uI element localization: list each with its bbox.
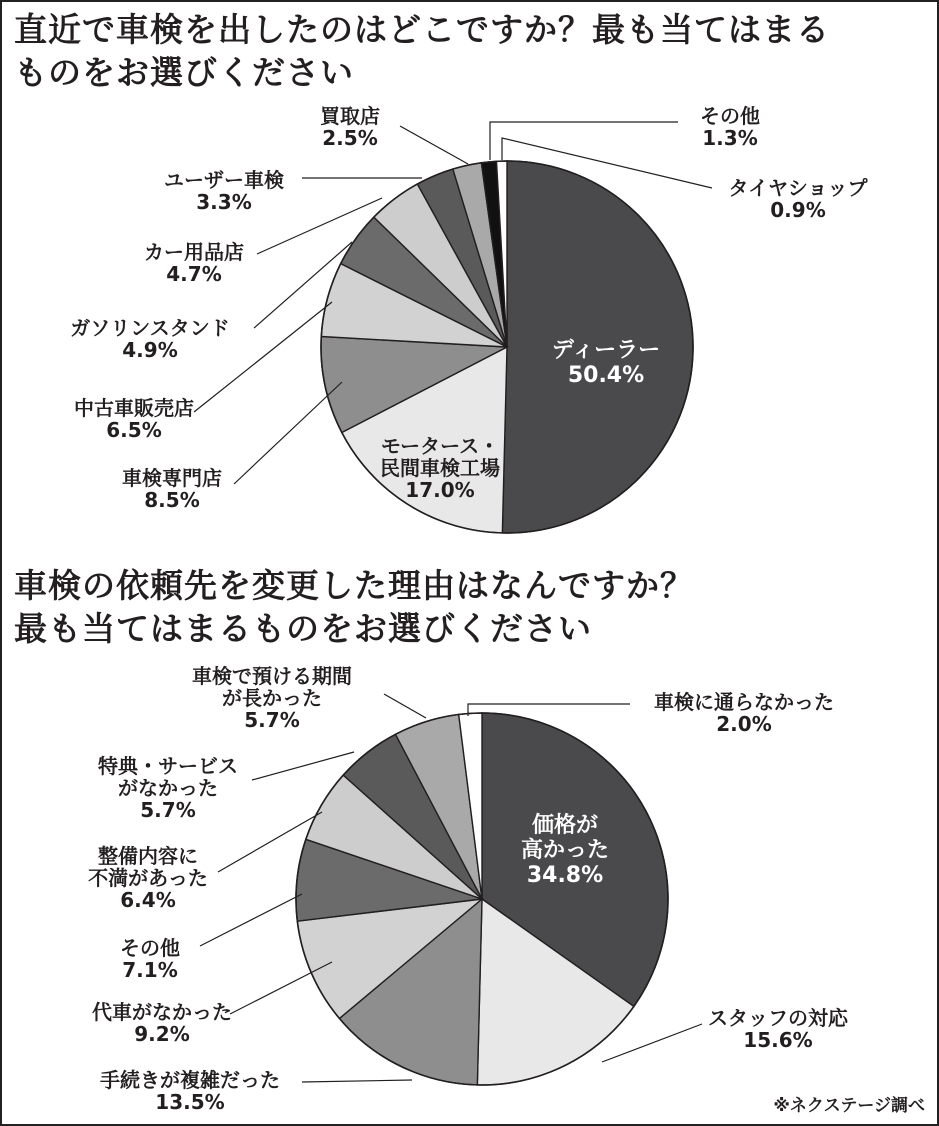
chart1-title-line: ものをお選びください xyxy=(14,53,354,92)
chart2-leader-line xyxy=(384,694,426,718)
chart2-slice-label: その他 xyxy=(120,936,180,961)
chart1-slice-label: 民間車検工場 xyxy=(380,456,500,481)
chart1-slice-label: ガソリンスタンド xyxy=(70,316,230,341)
chart2-slice-label: 手続きが複雑だった xyxy=(100,1068,280,1093)
chart1-slice-value: 17.0% xyxy=(405,478,475,503)
chart2-slice-label: 不満があった xyxy=(88,866,208,891)
chart2-slice-value: 5.7% xyxy=(140,798,196,823)
chart2-slice-label: 整備内容に xyxy=(98,844,198,869)
chart2-leader-line xyxy=(252,752,354,780)
chart2-leader-line xyxy=(200,894,302,946)
chart2-slice-label: スタッフの対応 xyxy=(708,1006,848,1031)
chart2-pie xyxy=(296,713,668,1085)
chart1-slice-value: 6.5% xyxy=(106,418,162,443)
chart1-slice-label: ディーラー xyxy=(551,338,661,364)
chart2-slice-label: 価格が xyxy=(531,813,599,839)
chart1-slice-label: カー用品店 xyxy=(144,240,244,265)
chart2-slice-label: がなかった xyxy=(118,776,218,801)
chart1-slice-value: 3.3% xyxy=(196,190,252,215)
chart2-title-line: 車検の依頼先を変更した理由はなんですか？ xyxy=(14,566,694,605)
chart1-slice-label: タイヤショップ xyxy=(728,176,868,201)
chart1-slice-label: 中古車販売店 xyxy=(74,396,194,421)
chart1-slice-value: 2.5% xyxy=(322,126,378,151)
chart2-slice-value: 5.7% xyxy=(244,708,300,733)
chart2-slice-label: 特典・サービス xyxy=(98,754,238,779)
chart2-slice-value: 15.6% xyxy=(743,1028,813,1053)
chart2-slice-value: 13.5% xyxy=(155,1090,225,1115)
chart2-title-line: 最も当てはまるものをお選びください xyxy=(14,609,592,648)
chart2-slice-label: 車検に通らなかった xyxy=(654,690,834,715)
chart2-slice-label: が長かった xyxy=(222,686,322,711)
chart1-slice-value: 4.9% xyxy=(122,338,178,363)
chart1-slice-value: 8.5% xyxy=(144,488,200,513)
pie-charts-canvas xyxy=(2,2,937,1124)
chart1-slice-label: その他 xyxy=(700,104,760,129)
chart1-slice-value: 50.4% xyxy=(567,363,645,389)
chart1-slice-value: 1.3% xyxy=(702,126,758,151)
chart1-slice-label: ユーザー車検 xyxy=(164,168,284,193)
chart1-leader-line xyxy=(234,382,342,484)
chart2-slice-label: 高かった xyxy=(520,838,610,864)
chart1-slice-value: 4.7% xyxy=(166,262,222,287)
chart2-slice-value: 9.2% xyxy=(134,1022,190,1047)
chart1-title-line: 直近で車検を出したのはどこですか？最も当てはまる xyxy=(14,10,830,49)
chart1-leader-line xyxy=(400,126,468,164)
chart2-slice-label: 代車がなかった xyxy=(92,1000,232,1025)
chart2-leader-line xyxy=(302,1080,412,1082)
chart1-slice-label: 車検専門店 xyxy=(122,466,222,491)
chart1-slice-label: 買取店 xyxy=(320,104,380,129)
chart2-slice-value: 7.1% xyxy=(122,958,178,983)
chart2-leader-line xyxy=(602,1024,702,1062)
chart2-slice-value: 2.0% xyxy=(716,712,772,737)
chart2-slice-value: 6.4% xyxy=(120,888,176,913)
chart2-leader-line xyxy=(230,962,332,1014)
chart2-slice-value: 34.8% xyxy=(526,863,604,889)
chart1-leader-line xyxy=(490,122,678,160)
chart1-slice-value: 0.9% xyxy=(770,198,826,223)
chart1-slice-label: モータース・ xyxy=(380,434,500,459)
source-note: ※ネクステージ調べ xyxy=(773,1096,925,1116)
chart2-slice-label: 車検で預ける期間 xyxy=(192,664,352,689)
